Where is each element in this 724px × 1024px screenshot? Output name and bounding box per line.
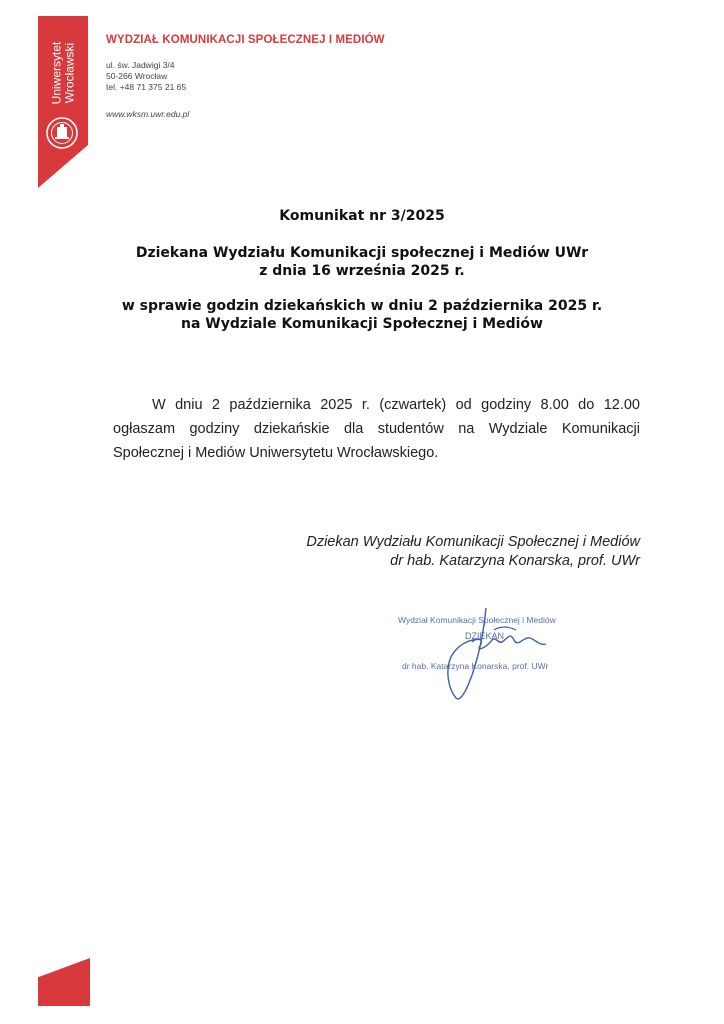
handwritten-signature: [424, 600, 554, 710]
university-crest-icon: [45, 116, 79, 150]
body-line-1: W dniu 2 października 2025 r. (czwartek) od godziny 8.00 do 12.00: [152, 397, 640, 413]
subject-line-1: w sprawie godzin dziekańskich w dniu 2 października 2025 r.: [121, 298, 603, 314]
address-city: 50-266 Wrocław: [106, 71, 168, 81]
address-street: ul. św. Jadwigi 3/4: [106, 60, 175, 70]
footer-corner-mark: [38, 958, 90, 1006]
issuer-line-2: z dnia 16 września 2025 r.: [259, 263, 465, 279]
stamp-faculty: Wydział Komunikacji Społecznej i Mediów: [398, 615, 556, 625]
address-phone: tel. +48 71 375 21 65: [106, 82, 187, 92]
signatory-title: Dziekan Wydziału Komunikacji Społecznej i Mediów: [306, 534, 640, 550]
stamp-name: dr hab. Katarzyna Konarska, prof. UWr: [402, 661, 549, 671]
university-name-line1: Uniwersytet: [49, 41, 63, 105]
faculty-website: www.wksm.uwr.edu.pl: [106, 109, 190, 119]
faculty-name: WYDZIAŁ KOMUNIKACJI SPOŁECZNEJ I MEDIÓW: [106, 34, 385, 46]
faculty-address: [106, 60, 186, 93]
body-line-3: Społecznej i Mediów Uniwersytetu Wrocławskiego.: [113, 445, 439, 461]
body-line-2: ogłaszam godziny dziekańskie dla studentów na Wydziale Komunikacji: [113, 421, 640, 437]
signatory-name: dr hab. Katarzyna Konarska, prof. UWr: [390, 553, 640, 569]
issuer-line-1: Dziekana Wydziału Komunikacji społecznej i Mediów UWr: [135, 245, 589, 261]
university-name-vertical: [40, 30, 86, 116]
stamp-title: DZIEKAN: [465, 631, 505, 641]
document-title: Komunikat nr 3/2025: [279, 208, 445, 224]
university-name-line2: Wrocławski: [62, 42, 76, 104]
subject-line-2: na Wydziale Komunikacji Społecznej i Mediów: [181, 316, 543, 332]
